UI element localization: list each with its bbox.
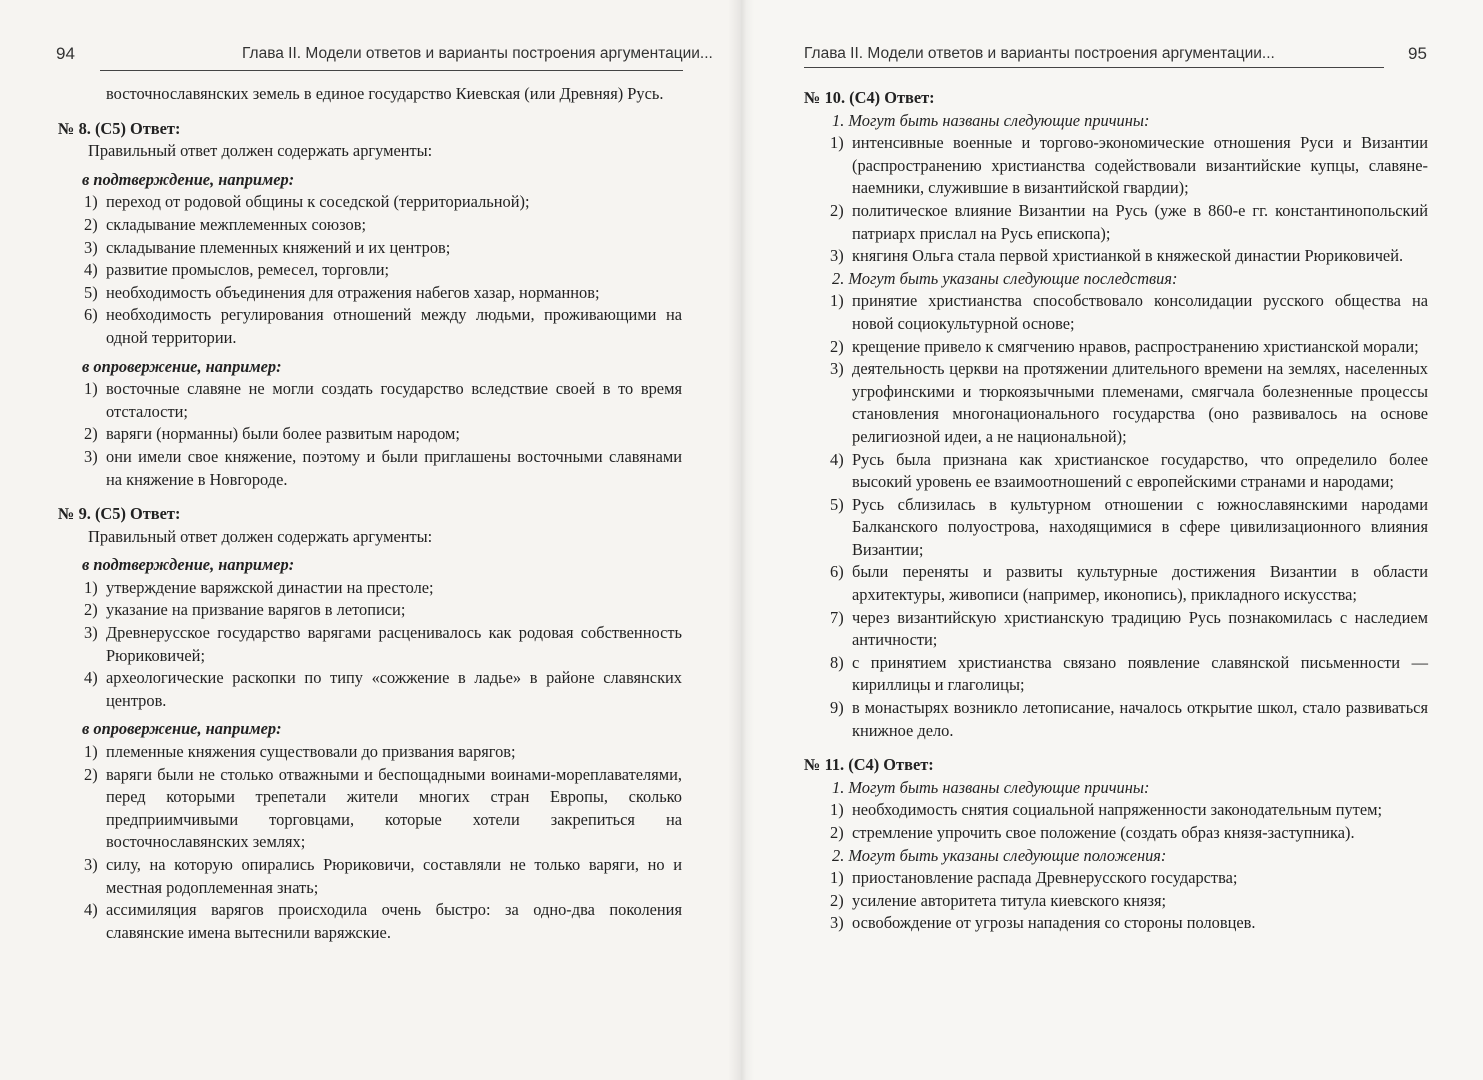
list-item: 2) усиление авторитета титула киевского князя; (830, 890, 1167, 910)
right-column (800, 83, 1428, 935)
page-number: 95 (1408, 44, 1427, 63)
list-item: 1) переход от родовой общины к соседской (территориальной); (84, 192, 530, 212)
list-item: 3) освобождение от угрозы нападения со стороны половцев. (830, 913, 1256, 933)
question-11-heading: № 11. (С4) Ответ: (804, 755, 934, 775)
list-item: 8) с принятием христианства связано появление славянской письменности — кириллицы и глаголицы; (830, 652, 1428, 695)
question-9-heading: № 9. (С5) Ответ: (58, 504, 181, 524)
list-item: 1) необходимость снятия социальной напряженности законодательным путем; (830, 800, 1383, 820)
causes-list (800, 132, 1428, 268)
confirm-label: в подтверждение, например: (82, 555, 295, 575)
causes-label: 1. Могут быть названы следующие причины: (832, 777, 1150, 797)
chapter-title: Глава II. Модели ответов и варианты построения аргументации... (242, 45, 713, 62)
list-item: 9) в монастырях возникло летописание, началось открытие школ, стало развиваться книжное дело. (830, 698, 1428, 740)
list-item: 1) восточные славяне не могли создать государство вследствие своей в то время отсталости; (84, 379, 682, 421)
confirm-label: в подтверждение, например: (82, 169, 295, 189)
left-page (0, 0, 740, 1080)
list-item: 2) указание на призвание варягов в летописи; (84, 600, 406, 620)
causes-label: 1. Могут быть названы следующие причины: (832, 110, 1150, 130)
list-item: 2) крещение привело к смягчению нравов, распространению христианской морали; (830, 336, 1419, 356)
list-item: 1) принятие христианства способствовало консолидации русского общества на новой социокультурной основе; (830, 291, 1428, 333)
causes-list (800, 799, 1428, 844)
list-item: 5) необходимость объединения для отражения набегов хазар, норманнов; (84, 282, 600, 302)
right-page (740, 0, 1483, 1080)
list-item: 3) княгиня Ольга стала первой христианкой в княжеской династии Рюриковичей. (830, 246, 1404, 266)
effects-label: 2. Могут быть указаны следующие последствия: (832, 268, 1178, 288)
header-rule (100, 70, 683, 71)
page-number: 94 (56, 44, 75, 63)
list-item: 4) археологические раскопки по типу «сожжение в ладье» в районе славянских центров. (84, 668, 682, 710)
question-8-heading: № 8. (С5) Ответ: (58, 118, 181, 138)
refute-list (58, 741, 682, 944)
confirm-list (58, 577, 682, 713)
refute-label: в опровержение, например: (82, 719, 282, 739)
list-item: 1) приостановление распада Древнерусского государства; (830, 868, 1238, 888)
list-item: 3) силу, на которую опирались Рюриковичи, составляли не только варяги, но и местная родоплеменная знать; (84, 855, 682, 897)
effects-list (800, 290, 1428, 742)
provisions-label: 2. Могут быть указаны следующие положения: (832, 845, 1167, 865)
list-item: 1) интенсивные военные и торгово-экономические отношения Руси и Византии (распространению христианства содействовали византийские купцы, славяне-наемники, служившие в византийской гвардии); (830, 133, 1428, 198)
list-item: 4) развитие промыслов, ремесел, торговли; (84, 260, 390, 280)
question-8-intro: Правильный ответ должен содержать аргументы: (88, 141, 433, 161)
list-item: 3) складывание племенных княжений и их центров; (84, 237, 451, 257)
book-gutter-shadow (728, 0, 754, 1080)
continuation-text: восточнославянских земель в единое государство Киевская (или Древняя) Русь. (106, 84, 664, 103)
chapter-title: Глава II. Модели ответов и варианты построения аргументации... (804, 45, 1275, 62)
provisions-list (800, 867, 1428, 935)
list-item: 7) через византийскую христианскую традицию Русь познакомилась с наследием античности; (830, 607, 1428, 650)
list-item: 3) деятельность церкви на протяжении длительного времени на землях, населенных угрофинскими и тюркоязычными племенами, смягчала болезненные процессы становления многонационального государства (оно развивалось на основе религиозной идеи, а не национальной); (830, 359, 1428, 446)
list-item: 2) варяги были не столько отважными и беспощадными воинами-мореплавателями, перед которыми трепетали жители многих стран Европы, сколько предприимчивыми торговцами, которые хотели закрепиться на восточнославянских землях; (84, 764, 682, 852)
list-item: 6) были переняты и развиты культурные достижения Византии в области архитектуры, живописи (например, иконопись), прикладного искусства; (830, 562, 1428, 605)
list-item: 3) они имели свое княжение, поэтому и были приглашены восточными славянами на княжение в Новгороде. (84, 446, 682, 489)
list-item: 4) ассимиляция варягов происходила очень быстро: за одно-два поколения славянские имена вытеснили варяжские. (84, 900, 682, 942)
question-10-heading: № 10. (С4) Ответ: (804, 88, 935, 107)
refute-list (58, 378, 682, 491)
list-item: 1) утверждение варяжской династии на престоле; (84, 577, 434, 597)
question-9-intro: Правильный ответ должен содержать аргументы: (88, 526, 433, 546)
list-item: 1) племенные княжения существовали до призвания варягов; (84, 742, 516, 762)
list-item: 6) необходимость регулирования отношений между людьми, проживающими на одной территории. (84, 305, 682, 347)
list-item: 3) Древнерусское государство варягами расценивалось как родовая собственность Рюриковичей; (84, 623, 682, 665)
header-rule (804, 67, 1384, 68)
list-item: 2) варяги (норманны) были более развитым народом; (84, 424, 460, 444)
list-item: 4) Русь была признана как христианское государство, что определило более высокий уровень ее взаимоотношений с европейскими странами и народами; (830, 449, 1428, 492)
left-column (58, 83, 682, 944)
confirm-list (58, 191, 682, 349)
list-item: 2) складывание межплеменных союзов; (84, 214, 367, 234)
refute-label: в опровержение, например: (82, 356, 282, 376)
list-item: 2) стремление упрочить свое положение (создать образ князя-заступника). (830, 823, 1355, 842)
list-item: 2) политическое влияние Византии на Русь (уже в 860-е гг. константинопольский патриарх прислал на Русь епископа); (830, 200, 1428, 243)
list-item: 5) Русь сблизилась в культурном отношении с южнославянскими народами Балканского полуострова, находящимися в сфере цивилизационного влияния Византии; (830, 494, 1428, 559)
